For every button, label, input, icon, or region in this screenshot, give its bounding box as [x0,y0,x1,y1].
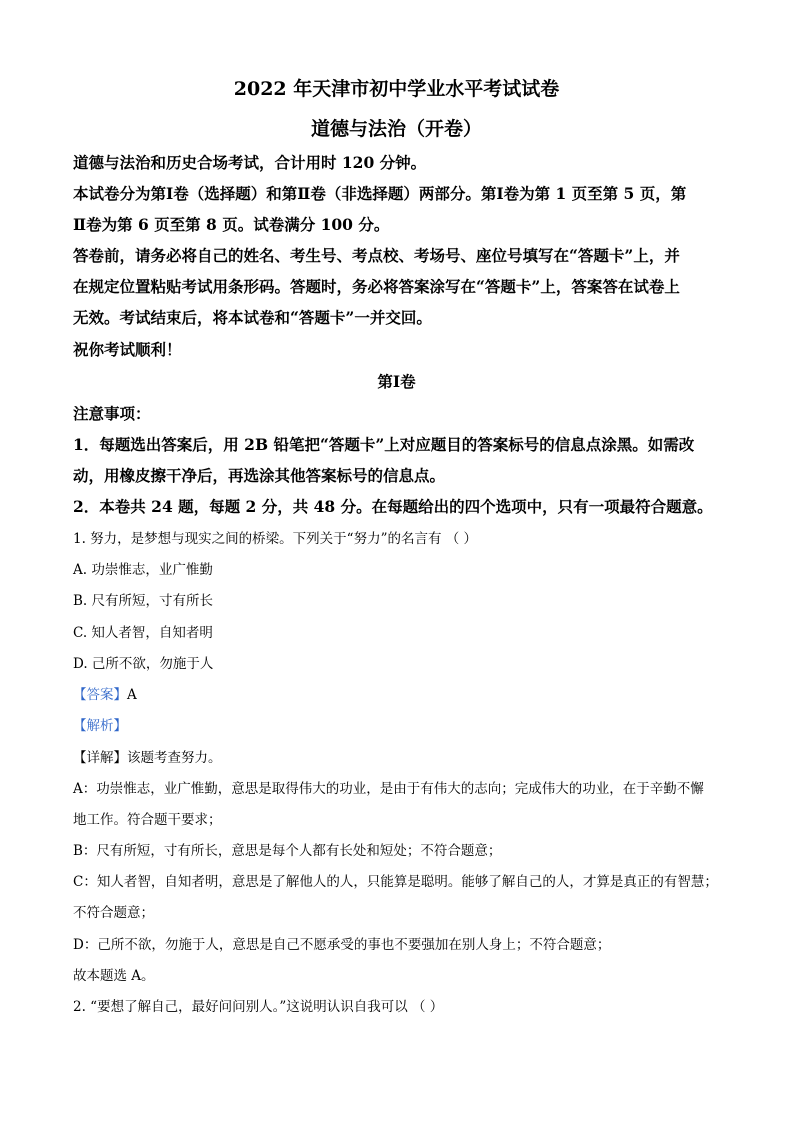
option-d: D. 己所不欲，勿施于人 [73,656,214,672]
detail-line: B：尺有所短，寸有所长，意思是每个人都有长处和短处；不符合题意； [73,843,502,859]
intro-line: 祝你考试顺利！ [73,340,182,359]
option-a: A. 功崇惟志，业广惟勤 [73,562,213,578]
detail-line: 不符合题意； [73,905,154,921]
exam-title: 2022 年天津市初中学业水平考试试卷 [233,78,560,100]
intro-line: 无效。考试结束后，将本试卷和“答题卡”一并交回。 [73,308,432,327]
notice-line: 动，用橡皮擦干净后，再选涂其他答案标号的信息点。 [73,466,446,485]
detail-line: 地工作。符合题干要求； [73,812,222,828]
intro-line: 本试卷分为第Ⅰ卷（选择题）和第Ⅱ卷（非选择题）两部分。第Ⅰ卷为第 1 页至第 5 页，第 [73,184,687,203]
exam-subject: 道德与法治（开卷） [310,118,482,140]
section-heading: 第Ⅰ卷 [377,372,416,391]
answer-value: A [127,687,137,703]
intro-line: 答卷前，请务必将自己的姓名、考生号、考点校、考场号、座位号填写在“答题卡”上，并 [73,246,680,265]
intro-line: 道德与法治和历史合场考试，合计用时 120 分钟。 [73,153,427,172]
option-c: C. 知人者智，自知者明 [73,625,213,641]
detail-line: 故本题选 A。 [73,968,155,984]
question-2-stem: 2. “要想了解自己，最好问问别人。”这说明认识自我可以 （ ） [73,999,444,1015]
notice-title: 注意事项： [73,404,151,423]
intro-line: 在规定位置粘贴考试用条形码。答题时，务必将答案涂写在“答题卡”上，答案答在试卷上 [73,277,680,296]
notice-line: 2．本卷共 24 题，每题 2 分，共 48 分。在每题给出的四个选项中，只有一项最符合题意。 [73,497,713,516]
detail-line: D：己所不欲，勿施于人，意思是自己不愿承受的事也不要强加在别人身上；不符合题意； [73,937,611,953]
intro-line: Ⅱ卷为第 6 页至第 8 页。试卷满分 100 分。 [73,215,390,234]
analysis-tag: 【解析】 [73,718,127,734]
notice-line: 1．每题选出答案后，用 2B 铅笔把“答题卡”上对应题目的答案标号的信息点涂黑。如需改 [73,435,695,454]
answer-line [73,683,723,703]
option-b: B. 尺有所短，寸有所长 [73,593,214,609]
detail-line: C：知人者智，自知者明，意思是了解他人的人，只能算是聪明。能够了解自己的人，才算是真正的有智慧； [73,874,718,890]
answer-tag: 【答案】 [73,687,127,703]
question-1-stem: 1. 努力，是梦想与现实之间的桥梁。下列关于“努力”的名言有 （ ） [73,531,478,547]
detail-line: A：功崇惟志，业广惟勤，意思是取得伟大的功业，是由于有伟大的志向；完成伟大的功业，在于辛勤不懈 [73,781,704,797]
detail-line: 【详解】该题考查努力。 [73,750,222,766]
